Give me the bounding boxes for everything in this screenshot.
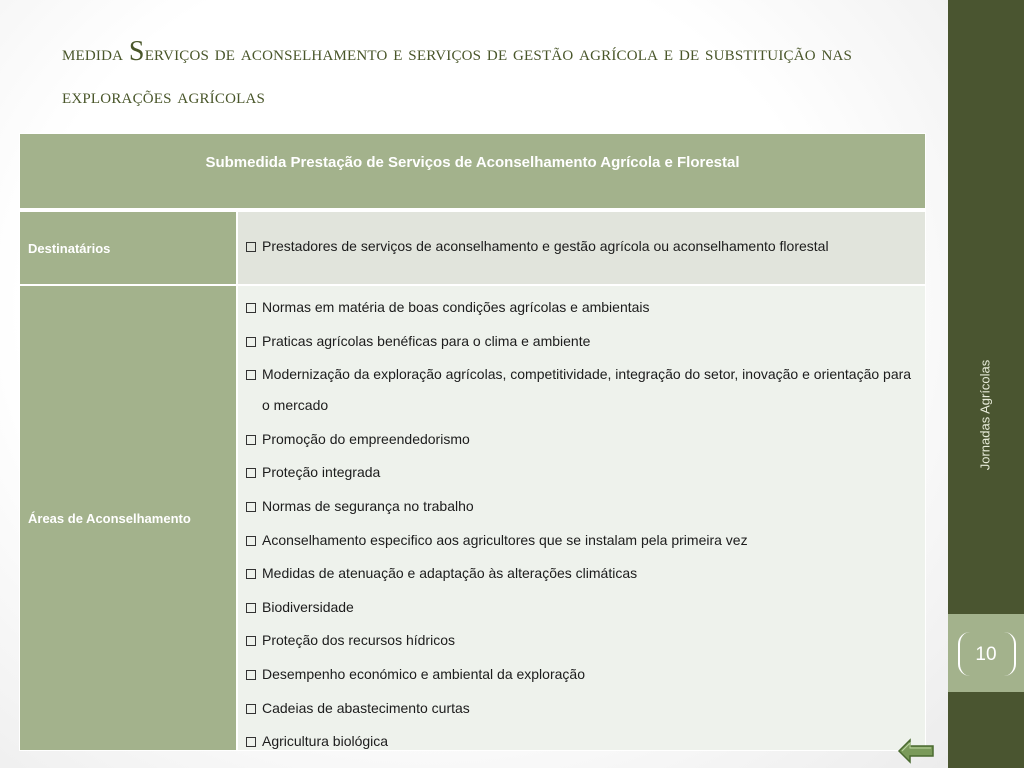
checkbox-bullet-icon	[246, 502, 256, 512]
list-item	[246, 424, 917, 455]
table-row-destinatarios	[20, 212, 925, 286]
list-item	[246, 491, 917, 522]
title-main: erviços de aconselhamento e serviços de gestão agrícola e de substituição nas explorações agrícolas	[62, 40, 853, 108]
list-item-text: Proteção integrada	[262, 464, 381, 481]
title-prefix: medida	[62, 40, 129, 65]
info-table	[19, 133, 926, 751]
checkbox-bullet-icon	[246, 536, 256, 546]
list-item-text: Medidas de atenuação e adaptação às alterações climáticas	[262, 565, 638, 582]
checkbox-bullet-icon	[246, 603, 256, 613]
list-item	[246, 292, 917, 323]
side-label: Jornadas Agrícolas	[977, 359, 993, 471]
list-item-text: Desempenho económico e ambiental da exploração	[262, 665, 585, 682]
list-item-text: Normas em matéria de boas condições agrícolas e ambientais	[262, 299, 650, 315]
list-item-text: Prestadores de serviços de aconselhamento e gestão agrícola ou aconselhamento florestal	[262, 238, 829, 255]
title-initial: S	[128, 36, 145, 67]
list-item-text: Praticas agrícolas benéficas para o clima e ambiente	[262, 332, 591, 349]
table-header: Submedida Prestação de Serviços de Aconselhamento Agrícola e Florestal	[20, 134, 925, 212]
list-item-text: Cadeias de abastecimento curtas	[262, 699, 470, 716]
checkbox-bullet-icon	[246, 737, 256, 747]
page-number: 10	[975, 644, 997, 665]
list-item	[246, 359, 917, 421]
slide-title	[62, 30, 922, 117]
list-item	[246, 625, 917, 656]
list-item-text: Biodiversidade	[262, 598, 354, 615]
list-item-text: Normas de segurança no trabalho	[262, 497, 474, 514]
checkbox-bullet-icon	[246, 704, 256, 714]
list-item-text: Proteção dos recursos hídricos	[262, 632, 455, 649]
row-label: Áreas de Aconselhamento	[20, 286, 238, 750]
checkbox-bullet-icon	[246, 303, 256, 313]
checkbox-bullet-icon	[246, 636, 256, 646]
row-content	[238, 212, 925, 284]
list-item	[246, 326, 917, 357]
row-content	[238, 286, 925, 750]
checkbox-bullet-icon	[246, 670, 256, 680]
table-row-areas	[20, 286, 925, 750]
list-item-text: Aconselhamento especifico aos agricultores que se instalam pela primeira vez	[262, 531, 748, 548]
list-item-text: Agricultura biológica	[262, 733, 389, 750]
checkbox-bullet-icon	[246, 242, 256, 252]
checkbox-bullet-icon	[246, 370, 256, 380]
list-item	[246, 231, 829, 262]
list-item	[246, 558, 917, 589]
list-item	[246, 525, 917, 556]
checkbox-bullet-icon	[246, 468, 256, 478]
back-arrow-icon[interactable]	[897, 738, 935, 764]
list-item	[246, 659, 917, 690]
checkbox-bullet-icon	[246, 337, 256, 347]
list-item-text: Modernização da exploração agrícolas, competitividade, integração do setor, inovação e orientação para o mercado	[262, 366, 912, 414]
checkbox-bullet-icon	[246, 435, 256, 445]
list-item	[246, 457, 917, 488]
list-item	[246, 693, 917, 724]
list-item	[246, 726, 917, 757]
row-label: Destinatários	[20, 212, 238, 284]
list-item-text: Promoção do empreendedorismo	[262, 430, 470, 447]
checkbox-bullet-icon	[246, 569, 256, 579]
list-item	[246, 592, 917, 623]
